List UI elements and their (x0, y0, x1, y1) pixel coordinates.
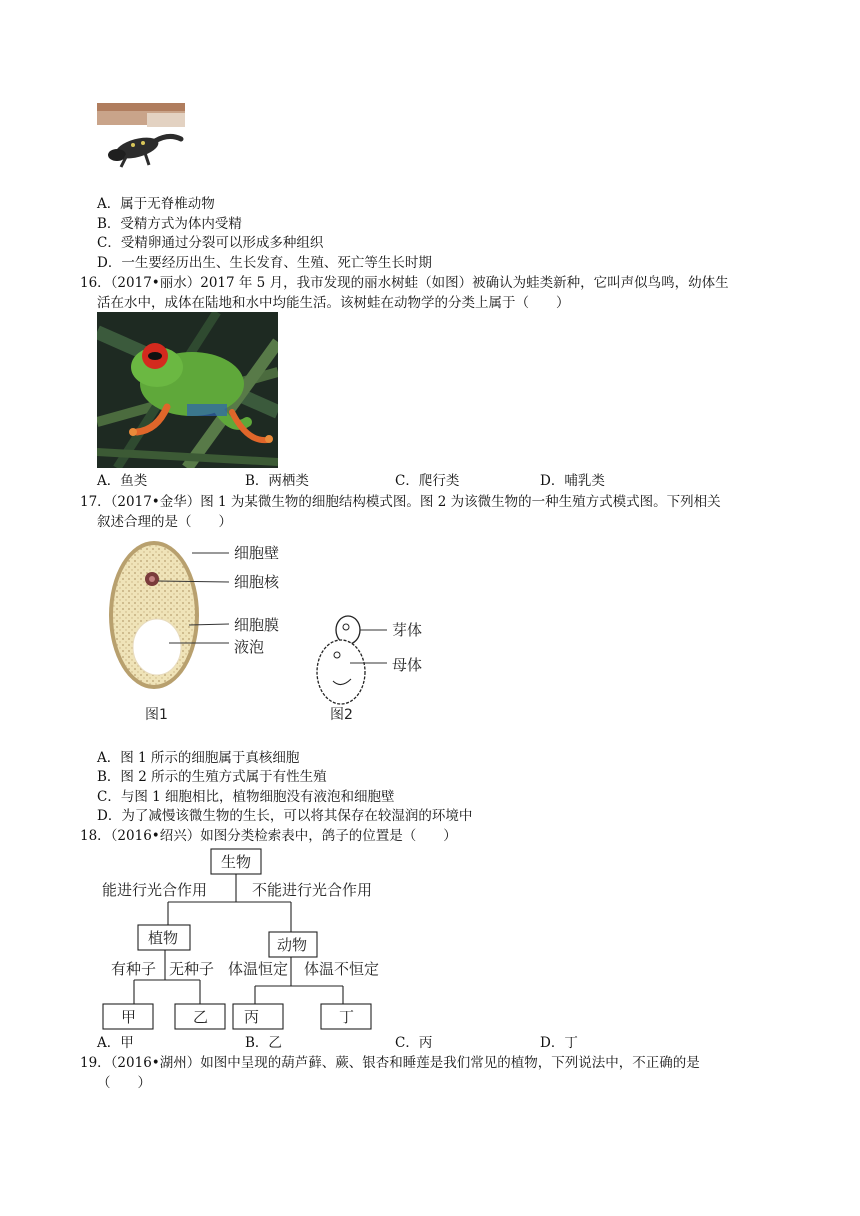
q17-option-b: B．图 2 所示的生殖方式属于有性生殖 (97, 769, 327, 785)
q18-stem: 18．（2016•绍兴）如图分类检索表中，鸽子的位置是（ ） (80, 828, 457, 844)
q15-option-d: D．一生要经历出生、生长发育、生殖、死亡等生长时期 (97, 255, 432, 271)
label-nucleus: 细胞核 (234, 573, 280, 591)
q18-option-b: B．乙 (245, 1035, 282, 1051)
key-has-seed: 有种子 (111, 960, 157, 978)
q16-stem-line1: 16．（2017•丽水）2017 年 5 月，我市发现的丽水树蛙（如图）被确认为蛙类新种，它叫声似鸟鸣，幼体生 (80, 275, 729, 291)
q16-option-c: C．爬行类 (395, 473, 460, 489)
key-photosynthesis-yes: 能进行光合作用 (102, 881, 208, 899)
label-fig2: 图2 (330, 707, 353, 723)
label-vacuole: 液泡 (234, 638, 265, 656)
label-cell-membrane: 细胞膜 (234, 616, 280, 634)
key-leaf-bing: 丙 (244, 1008, 260, 1026)
label-bud: 芽体 (392, 621, 423, 639)
q17-option-a: A．图 1 所示的细胞属于真核细胞 (97, 750, 300, 766)
q16-option-d: D．哺乳类 (540, 473, 605, 489)
q17-option-c: C．与图 1 细胞相比，植物细胞没有液泡和细胞壁 (97, 789, 395, 805)
label-fig1: 图1 (145, 707, 168, 723)
label-mother: 母体 (392, 656, 423, 674)
key-leaf-yi: 乙 (193, 1008, 209, 1026)
classification-key-diagram (97, 846, 397, 1032)
key-variable-temp: 体温不恒定 (304, 960, 380, 978)
q19-stem-line1: 19．（2016•湖州）如图中呈现的葫芦藓、蕨、银杏和睡莲是我们常见的植物，下列说法中，不正确的是 (80, 1055, 700, 1071)
q16-stem-line2: 活在水中，成体在陆地和水中均能生活。该树蛙在动物学的分类上属于（ ） (97, 295, 570, 311)
q18-option-c: C．丙 (395, 1035, 433, 1051)
q15-option-c: C．受精卵通过分裂可以形成多种组织 (97, 235, 324, 251)
q17-option-d: D．为了减慢该微生物的生长，可以将其保存在较湿润的环境中 (97, 808, 473, 824)
q17-stem-line2: 叙述合理的是（ ） (97, 514, 232, 530)
tree-frog-photo (97, 312, 278, 468)
label-cell-wall: 细胞壁 (234, 544, 280, 562)
key-leaf-jia: 甲 (121, 1008, 137, 1026)
q15-option-b: B．受精方式为体内受精 (97, 216, 242, 232)
key-leaf-ding: 丁 (339, 1008, 355, 1026)
q16-option-b: B．两栖类 (245, 473, 309, 489)
key-no-seed: 无种子 (169, 960, 215, 978)
q17-stem-line1: 17．（2017•金华）图 1 为某微生物的细胞结构模式图。图 2 为该微生物的一种生殖方式模式图。下列相关 (80, 494, 721, 510)
key-plant: 植物 (148, 929, 179, 947)
salamander-photo (97, 103, 185, 178)
key-animal: 动物 (277, 936, 308, 954)
q19-stem-line2: （ ） (97, 1075, 151, 1091)
q18-option-a: A．甲 (97, 1035, 134, 1051)
yeast-cell-figure (97, 535, 437, 745)
q18-option-d: D．丁 (540, 1035, 578, 1051)
key-constant-temp: 体温恒定 (228, 960, 289, 978)
q16-option-a: A．鱼类 (97, 473, 148, 489)
q15-option-a: A．属于无脊椎动物 (97, 196, 215, 212)
key-root: 生物 (221, 853, 252, 871)
key-photosynthesis-no: 不能进行光合作用 (252, 881, 373, 899)
